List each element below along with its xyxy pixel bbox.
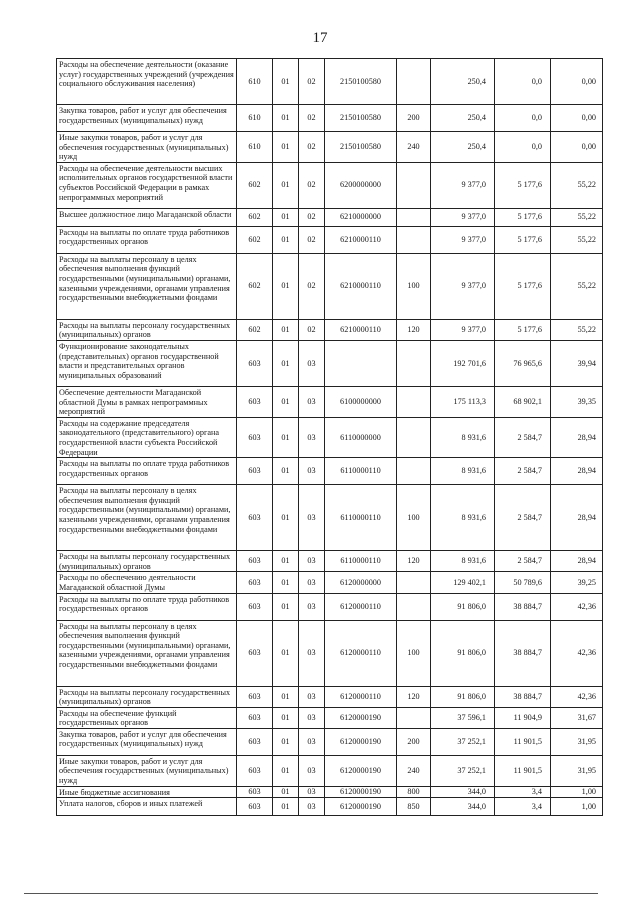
row-name: Уплата налогов, сборов и иных платежей bbox=[57, 798, 237, 816]
row-expense-type bbox=[397, 162, 431, 208]
row-target-article: 6100000000 bbox=[325, 386, 397, 417]
row-percent: 28,94 bbox=[551, 485, 603, 551]
row-expense-type: 120 bbox=[397, 319, 431, 340]
row-subsection: 02 bbox=[299, 208, 325, 226]
row-name: Обеспечение деятельности Магаданской областной Думы в рамках непрограммных мероприятий bbox=[57, 386, 237, 417]
row-name: Расходы на обеспечение функций государственных органов bbox=[57, 707, 237, 728]
row-fact: 5 177,6 bbox=[495, 319, 551, 340]
table-row bbox=[57, 162, 603, 208]
row-plan: 8 931,6 bbox=[431, 458, 495, 485]
row-name: Расходы на выплаты по оплате труда работников государственных органов bbox=[57, 593, 237, 620]
row-percent: 28,94 bbox=[551, 458, 603, 485]
row-expense-type: 100 bbox=[397, 620, 431, 686]
row-target-article: 6120000190 bbox=[325, 707, 397, 728]
row-fact: 11 904,9 bbox=[495, 707, 551, 728]
row-ved: 603 bbox=[237, 386, 273, 417]
row-plan: 9 377,0 bbox=[431, 162, 495, 208]
row-subsection: 03 bbox=[299, 620, 325, 686]
table-body bbox=[57, 59, 603, 816]
row-section: 01 bbox=[273, 707, 299, 728]
row-expense-type bbox=[397, 572, 431, 593]
row-percent: 39,25 bbox=[551, 572, 603, 593]
row-target-article: 2150100580 bbox=[325, 59, 397, 105]
row-percent: 28,94 bbox=[551, 417, 603, 457]
row-percent: 42,36 bbox=[551, 593, 603, 620]
table-row bbox=[57, 458, 603, 485]
row-expense-type bbox=[397, 707, 431, 728]
row-name: Расходы на обеспечение деятельности (оказание услуг) государственных учреждений (учреждения социального обслуживания населения) bbox=[57, 59, 237, 105]
row-name: Закупка товаров, работ и услуг для обеспечения государственных (муниципальных) нужд bbox=[57, 105, 237, 132]
row-name: Расходы по обеспечению деятельности Магаданской областной Думы bbox=[57, 572, 237, 593]
row-ved: 602 bbox=[237, 162, 273, 208]
row-subsection: 02 bbox=[299, 253, 325, 319]
row-subsection: 03 bbox=[299, 551, 325, 572]
row-plan: 175 113,3 bbox=[431, 386, 495, 417]
row-ved: 602 bbox=[237, 319, 273, 340]
row-section: 01 bbox=[273, 620, 299, 686]
row-expense-type bbox=[397, 340, 431, 386]
row-percent: 55,22 bbox=[551, 253, 603, 319]
row-target-article: 6210000110 bbox=[325, 226, 397, 253]
row-name: Расходы на выплаты персоналу в целях обеспечения выполнения функций государственными (муниципальными) органами, казенными учреждениями, органами управления государственными внебюджетными фондами bbox=[57, 253, 237, 319]
row-fact: 2 584,7 bbox=[495, 458, 551, 485]
row-expense-type: 240 bbox=[397, 755, 431, 786]
row-percent: 0,00 bbox=[551, 105, 603, 132]
row-name: Расходы на выплаты персоналу в целях обеспечения выполнения функций государственными (муниципальными) органами, казенными учреждениями, органами управления государственными внебюджетными фондами bbox=[57, 620, 237, 686]
row-section: 01 bbox=[273, 728, 299, 755]
row-section: 01 bbox=[273, 226, 299, 253]
row-subsection: 03 bbox=[299, 686, 325, 707]
row-section: 01 bbox=[273, 319, 299, 340]
row-plan: 8 931,6 bbox=[431, 485, 495, 551]
row-fact: 3,4 bbox=[495, 798, 551, 816]
table-row bbox=[57, 417, 603, 457]
row-subsection: 03 bbox=[299, 340, 325, 386]
row-ved: 602 bbox=[237, 253, 273, 319]
row-target-article: 6120000190 bbox=[325, 786, 397, 798]
row-plan: 37 252,1 bbox=[431, 728, 495, 755]
row-subsection: 03 bbox=[299, 786, 325, 798]
row-percent: 1,00 bbox=[551, 798, 603, 816]
row-section: 01 bbox=[273, 798, 299, 816]
row-section: 01 bbox=[273, 162, 299, 208]
row-fact: 11 901,5 bbox=[495, 728, 551, 755]
table-row bbox=[57, 485, 603, 551]
row-subsection: 03 bbox=[299, 707, 325, 728]
row-plan: 9 377,0 bbox=[431, 226, 495, 253]
row-plan: 129 402,1 bbox=[431, 572, 495, 593]
row-ved: 610 bbox=[237, 105, 273, 132]
row-target-article: 6120000110 bbox=[325, 686, 397, 707]
row-target-article: 6120000000 bbox=[325, 572, 397, 593]
table-row bbox=[57, 620, 603, 686]
row-fact: 11 901,5 bbox=[495, 755, 551, 786]
row-percent: 55,22 bbox=[551, 208, 603, 226]
row-percent: 28,94 bbox=[551, 551, 603, 572]
row-fact: 0,0 bbox=[495, 105, 551, 132]
row-name: Расходы на выплаты персоналу государственных (муниципальных) органов bbox=[57, 319, 237, 340]
row-section: 01 bbox=[273, 572, 299, 593]
row-target-article: 6110000110 bbox=[325, 551, 397, 572]
row-section: 01 bbox=[273, 755, 299, 786]
row-expense-type bbox=[397, 593, 431, 620]
row-section: 01 bbox=[273, 551, 299, 572]
row-fact: 0,0 bbox=[495, 132, 551, 163]
row-section: 01 bbox=[273, 485, 299, 551]
row-name: Функционирование законодательных (представительных) органов государственной власти и представительных органов муниципальных образований bbox=[57, 340, 237, 386]
row-target-article: 6210000110 bbox=[325, 253, 397, 319]
table-row bbox=[57, 319, 603, 340]
row-percent: 42,36 bbox=[551, 686, 603, 707]
table-row bbox=[57, 551, 603, 572]
row-ved: 603 bbox=[237, 340, 273, 386]
row-subsection: 02 bbox=[299, 319, 325, 340]
row-ved: 603 bbox=[237, 707, 273, 728]
row-expense-type: 800 bbox=[397, 786, 431, 798]
row-name: Расходы на выплаты по оплате труда работников государственных органов bbox=[57, 226, 237, 253]
row-section: 01 bbox=[273, 786, 299, 798]
row-target-article: 2150100580 bbox=[325, 105, 397, 132]
row-plan: 91 806,0 bbox=[431, 686, 495, 707]
row-percent: 31,67 bbox=[551, 707, 603, 728]
row-section: 01 bbox=[273, 458, 299, 485]
row-ved: 603 bbox=[237, 485, 273, 551]
row-section: 01 bbox=[273, 253, 299, 319]
row-name: Расходы на выплаты по оплате труда работников государственных органов bbox=[57, 458, 237, 485]
row-plan: 344,0 bbox=[431, 786, 495, 798]
row-section: 01 bbox=[273, 340, 299, 386]
row-fact: 38 884,7 bbox=[495, 686, 551, 707]
row-percent: 55,22 bbox=[551, 162, 603, 208]
row-expense-type bbox=[397, 59, 431, 105]
table-row bbox=[57, 572, 603, 593]
row-percent: 0,00 bbox=[551, 59, 603, 105]
table-row bbox=[57, 593, 603, 620]
row-plan: 8 931,6 bbox=[431, 417, 495, 457]
table-row bbox=[57, 755, 603, 786]
row-subsection: 03 bbox=[299, 798, 325, 816]
table-row bbox=[57, 105, 603, 132]
table-row bbox=[57, 132, 603, 163]
row-expense-type bbox=[397, 417, 431, 457]
row-name: Расходы на выплаты персоналу государственных (муниципальных) органов bbox=[57, 551, 237, 572]
row-ved: 603 bbox=[237, 620, 273, 686]
row-name: Расходы на выплаты персоналу в целях обеспечения выполнения функций государственными (муниципальными) органами, казенными учреждениями, органами управления государственными внебюджетными фондами bbox=[57, 485, 237, 551]
row-target-article bbox=[325, 340, 397, 386]
row-subsection: 02 bbox=[299, 226, 325, 253]
row-expense-type bbox=[397, 386, 431, 417]
row-plan: 37 252,1 bbox=[431, 755, 495, 786]
table-row bbox=[57, 786, 603, 798]
table-row bbox=[57, 728, 603, 755]
row-name: Закупка товаров, работ и услуг для обеспечения государственных (муниципальных) нужд bbox=[57, 728, 237, 755]
row-expense-type: 850 bbox=[397, 798, 431, 816]
row-ved: 603 bbox=[237, 417, 273, 457]
table-row bbox=[57, 798, 603, 816]
row-percent: 55,22 bbox=[551, 319, 603, 340]
budget-table bbox=[56, 58, 603, 816]
row-ved: 603 bbox=[237, 572, 273, 593]
row-name: Расходы на выплаты персоналу государственных (муниципальных) органов bbox=[57, 686, 237, 707]
row-subsection: 03 bbox=[299, 593, 325, 620]
row-percent: 39,94 bbox=[551, 340, 603, 386]
row-target-article: 6110000110 bbox=[325, 485, 397, 551]
row-ved: 603 bbox=[237, 686, 273, 707]
row-target-article: 6200000000 bbox=[325, 162, 397, 208]
row-expense-type: 240 bbox=[397, 132, 431, 163]
row-section: 01 bbox=[273, 417, 299, 457]
row-expense-type: 100 bbox=[397, 485, 431, 551]
row-expense-type: 120 bbox=[397, 551, 431, 572]
row-name: Расходы на обеспечение деятельности высших исполнительных органов государственной власти субъектов Российской Федерации в рамках непрограммных мероприятий bbox=[57, 162, 237, 208]
table-row bbox=[57, 59, 603, 105]
row-subsection: 02 bbox=[299, 162, 325, 208]
row-subsection: 02 bbox=[299, 59, 325, 105]
footer-divider bbox=[24, 893, 598, 894]
row-expense-type bbox=[397, 226, 431, 253]
row-target-article: 6210000110 bbox=[325, 319, 397, 340]
row-plan: 9 377,0 bbox=[431, 253, 495, 319]
row-target-article: 6120000190 bbox=[325, 728, 397, 755]
row-target-article: 6110000110 bbox=[325, 458, 397, 485]
row-target-article: 2150100580 bbox=[325, 132, 397, 163]
page-number: 17 bbox=[312, 30, 328, 46]
row-ved: 610 bbox=[237, 132, 273, 163]
table-row bbox=[57, 686, 603, 707]
row-percent: 31,95 bbox=[551, 755, 603, 786]
table-row bbox=[57, 707, 603, 728]
row-percent: 1,00 bbox=[551, 786, 603, 798]
row-expense-type: 100 bbox=[397, 253, 431, 319]
row-ved: 603 bbox=[237, 551, 273, 572]
row-name: Иные закупки товаров, работ и услуг для обеспечения государственных (муниципальных) нужд bbox=[57, 755, 237, 786]
row-expense-type: 200 bbox=[397, 105, 431, 132]
row-fact: 38 884,7 bbox=[495, 593, 551, 620]
row-fact: 2 584,7 bbox=[495, 551, 551, 572]
row-ved: 603 bbox=[237, 755, 273, 786]
row-name: Высшее должностное лицо Магаданской области bbox=[57, 208, 237, 226]
row-ved: 603 bbox=[237, 593, 273, 620]
row-percent: 55,22 bbox=[551, 226, 603, 253]
row-percent: 42,36 bbox=[551, 620, 603, 686]
row-plan: 192 701,6 bbox=[431, 340, 495, 386]
row-section: 01 bbox=[273, 593, 299, 620]
row-fact: 2 584,7 bbox=[495, 417, 551, 457]
row-subsection: 03 bbox=[299, 485, 325, 551]
row-section: 01 bbox=[273, 59, 299, 105]
row-section: 01 bbox=[273, 386, 299, 417]
row-subsection: 03 bbox=[299, 572, 325, 593]
row-fact: 5 177,6 bbox=[495, 162, 551, 208]
row-ved: 603 bbox=[237, 458, 273, 485]
row-percent: 39,35 bbox=[551, 386, 603, 417]
row-name: Иные закупки товаров, работ и услуг для обеспечения государственных (муниципальных) нужд bbox=[57, 132, 237, 163]
row-plan: 37 596,1 bbox=[431, 707, 495, 728]
row-fact: 0,0 bbox=[495, 59, 551, 105]
row-ved: 603 bbox=[237, 728, 273, 755]
row-plan: 344,0 bbox=[431, 798, 495, 816]
row-subsection: 03 bbox=[299, 417, 325, 457]
row-target-article: 6120000190 bbox=[325, 798, 397, 816]
row-target-article: 6120000110 bbox=[325, 593, 397, 620]
row-plan: 91 806,0 bbox=[431, 620, 495, 686]
row-name: Расходы на содержание председателя законодательного (представительного) органа государственной власти субъекта Российской Федерации bbox=[57, 417, 237, 457]
row-fact: 3,4 bbox=[495, 786, 551, 798]
row-target-article: 6110000000 bbox=[325, 417, 397, 457]
row-fact: 76 965,6 bbox=[495, 340, 551, 386]
row-plan: 250,4 bbox=[431, 132, 495, 163]
row-fact: 68 902,1 bbox=[495, 386, 551, 417]
row-fact: 5 177,6 bbox=[495, 226, 551, 253]
row-subsection: 02 bbox=[299, 105, 325, 132]
row-subsection: 03 bbox=[299, 755, 325, 786]
row-plan: 8 931,6 bbox=[431, 551, 495, 572]
row-fact: 50 789,6 bbox=[495, 572, 551, 593]
row-target-article: 6210000000 bbox=[325, 208, 397, 226]
row-fact: 38 884,7 bbox=[495, 620, 551, 686]
row-fact: 5 177,6 bbox=[495, 208, 551, 226]
row-plan: 91 806,0 bbox=[431, 593, 495, 620]
row-expense-type bbox=[397, 208, 431, 226]
row-ved: 602 bbox=[237, 208, 273, 226]
row-expense-type: 120 bbox=[397, 686, 431, 707]
row-section: 01 bbox=[273, 132, 299, 163]
row-section: 01 bbox=[273, 208, 299, 226]
table-row bbox=[57, 340, 603, 386]
table-row bbox=[57, 208, 603, 226]
row-target-article: 6120000190 bbox=[325, 755, 397, 786]
table-row bbox=[57, 386, 603, 417]
row-plan: 250,4 bbox=[431, 105, 495, 132]
row-fact: 5 177,6 bbox=[495, 253, 551, 319]
row-section: 01 bbox=[273, 105, 299, 132]
row-plan: 9 377,0 bbox=[431, 319, 495, 340]
row-percent: 0,00 bbox=[551, 132, 603, 163]
row-expense-type bbox=[397, 458, 431, 485]
table-row bbox=[57, 253, 603, 319]
row-subsection: 03 bbox=[299, 458, 325, 485]
row-plan: 9 377,0 bbox=[431, 208, 495, 226]
row-target-article: 6120000110 bbox=[325, 620, 397, 686]
row-fact: 2 584,7 bbox=[495, 485, 551, 551]
row-section: 01 bbox=[273, 686, 299, 707]
row-ved: 610 bbox=[237, 59, 273, 105]
table-row bbox=[57, 226, 603, 253]
row-ved: 603 bbox=[237, 798, 273, 816]
row-subsection: 03 bbox=[299, 728, 325, 755]
row-name: Иные бюджетные ассигнования bbox=[57, 786, 237, 798]
row-subsection: 02 bbox=[299, 132, 325, 163]
row-ved: 602 bbox=[237, 226, 273, 253]
row-percent: 31,95 bbox=[551, 728, 603, 755]
row-ved: 603 bbox=[237, 786, 273, 798]
row-subsection: 03 bbox=[299, 386, 325, 417]
row-plan: 250,4 bbox=[431, 59, 495, 105]
row-expense-type: 200 bbox=[397, 728, 431, 755]
